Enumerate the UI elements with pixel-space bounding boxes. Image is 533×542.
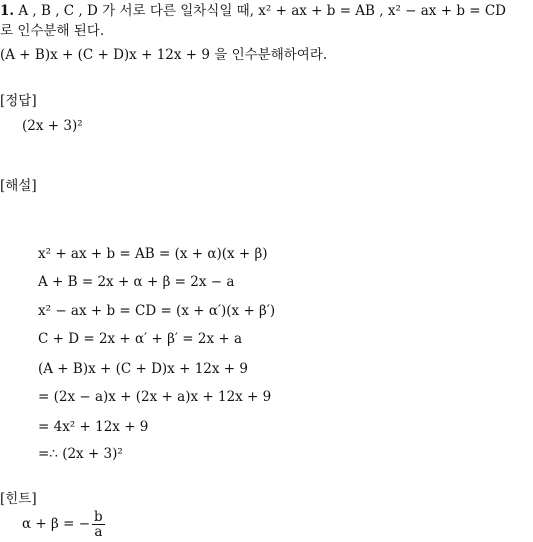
solution-step: A + B = 2x + α + β = 2x − a	[38, 274, 235, 290]
hint-fraction	[92, 510, 105, 539]
solution-step: x² − ax + b = CD = (x + α′)(x + β′)	[38, 303, 276, 319]
hint-numerator: b	[94, 509, 103, 525]
problem-text-1: A , B , C , D 가 서로 다른 일차식일 때, x² + ax + b = AB , x² − ax + b = CD	[18, 3, 507, 19]
answer-label: [정답]	[0, 93, 37, 109]
hint-formula	[22, 508, 105, 540]
hint-lhs: α + β = −	[22, 516, 91, 532]
solution-step: x² + ax + b = AB = (x + α)(x + β)	[38, 246, 268, 262]
problem-line-1	[0, 2, 506, 20]
solution-step: (A + B)x + (C + D)x + 12x + 9	[38, 361, 248, 377]
solution-step: =∴ (2x + 3)²	[38, 446, 123, 462]
problem-line-3: (A + B)x + (C + D)x + 12x + 9 을 인수분해하여라.	[0, 47, 328, 63]
problem-line-2: 로 인수분해 된다.	[0, 23, 105, 39]
solution-step: = (2x − a)x + (2x + a)x + 12x + 9	[38, 389, 272, 405]
problem-number: 1.	[0, 3, 15, 19]
solution-step: C + D = 2x + α′ + β′ = 2x + a	[38, 331, 243, 347]
solution-step: = 4x² + 12x + 9	[38, 419, 149, 435]
solution-label: [해설]	[0, 178, 37, 194]
hint-label: [힌트]	[0, 491, 37, 507]
answer-value: (2x + 3)²	[22, 118, 83, 134]
hint-denominator: a	[94, 524, 103, 540]
